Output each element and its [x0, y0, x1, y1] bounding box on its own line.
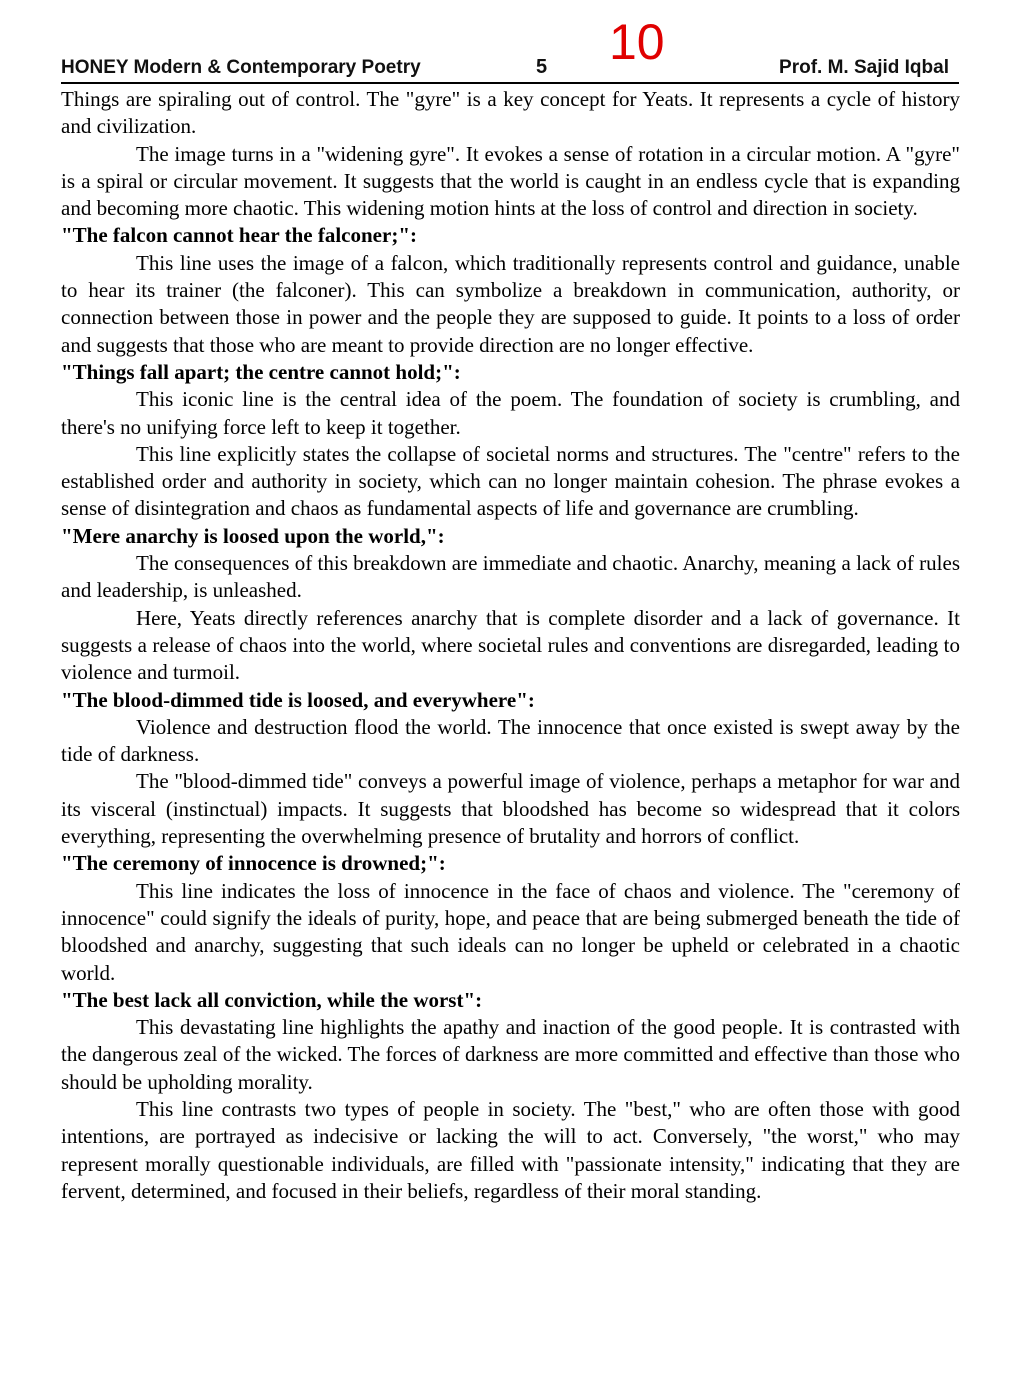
- paragraph: This line explicitly states the collapse of societal norms and structures. The "centre" refers to the established order and authority in society, which can no longer maintain cohesion. The phrase evokes a sense of disintegration and chaos as fundamental aspects of life and governance are crumbling.: [61, 441, 960, 521]
- header-page-number: 5: [536, 56, 548, 78]
- paragraph: Things are spiraling out of control. The "gyre" is a key concept for Yeats. It represents a cycle of history and civilization.: [61, 87, 960, 139]
- paragraph: This line indicates the loss of innocence in the face of chaos and violence. The "ceremony of innocence" could signify the ideals of purity, hope, and peace that are being submerged beneath the tide of bloodshed and anarchy, suggesting that such ideals can no longer be upheld or celebrated in a chaotic world.: [61, 878, 960, 985]
- section-heading: "Things fall apart; the centre cannot hold;":: [61, 359, 461, 384]
- header-author: Prof. M. Sajid Iqbal: [779, 57, 949, 78]
- section-heading: "The falcon cannot hear the falconer;":: [61, 223, 417, 248]
- paragraph: The consequences of this breakdown are immediate and chaotic. Anarchy, meaning a lack of rules and leadership, is unleashed.: [61, 551, 960, 603]
- paragraph: This iconic line is the central idea of the poem. The foundation of society is crumbling, and there's no unifying force left to keep it together.: [61, 387, 960, 439]
- paragraph: Here, Yeats directly references anarchy that is complete disorder and a lack of governance. It suggests a release of chaos into the world, where societal rules and conventions are disregarded, leading to violence and turmoil.: [61, 605, 960, 685]
- header-red-number: 10: [609, 14, 665, 70]
- paragraph: This line uses the image of a falcon, which traditionally represents control and guidance, unable to hear its trainer (the falconer). This can symbolize a breakdown in communication, authority, or connection between those in power and the people they are supposed to guide. It points to a loss of order and suggests that those who are meant to provide direction are no longer effective.: [61, 250, 960, 357]
- section-heading: "Mere anarchy is loosed upon the world,":: [61, 523, 445, 548]
- section-heading: "The blood-dimmed tide is loosed, and everywhere":: [61, 687, 535, 712]
- section-heading: "The ceremony of innocence is drowned;":: [61, 851, 446, 876]
- paragraph: The "blood-dimmed tide" conveys a powerful image of violence, perhaps a metaphor for war and its visceral (instinctual) impacts. It suggests that bloodshed has become so widespread that it colors everything, representing the overwhelming presence of brutality and horrors of conflict.: [61, 769, 960, 849]
- section-heading: "The best lack all conviction, while the worst":: [61, 987, 483, 1012]
- paragraph: Violence and destruction flood the world. The innocence that once existed is swept away by the tide of darkness.: [61, 714, 960, 767]
- page-body: [61, 86, 960, 1205]
- header-book-title: HONEY Modern & Contemporary Poetry: [61, 57, 421, 78]
- paragraph: This line contrasts two types of people in society. The "best," who are often those with good intentions, are portrayed as indecisive or lacking the will to act. Conversely, "the worst," who may represent morally questionable individuals, are filled with "passionate intensity," indicating that they are fervent, determined, and focused in their beliefs, regardless of their moral standing.: [61, 1096, 960, 1203]
- page-header: [61, 14, 959, 84]
- paragraph: This devastating line highlights the apathy and inaction of the good people. It is contrasted with the dangerous zeal of the wicked. The forces of darkness are more committed and effective than those who should be upholding morality.: [61, 1015, 960, 1094]
- paragraph: The image turns in a "widening gyre". It evokes a sense of rotation in a circular motion. A "gyre" is a spiral or circular movement. It suggests that the world is caught in an endless cycle that is expanding and becoming more chaotic. This widening motion hints at the loss of control and direction in society.: [61, 141, 960, 221]
